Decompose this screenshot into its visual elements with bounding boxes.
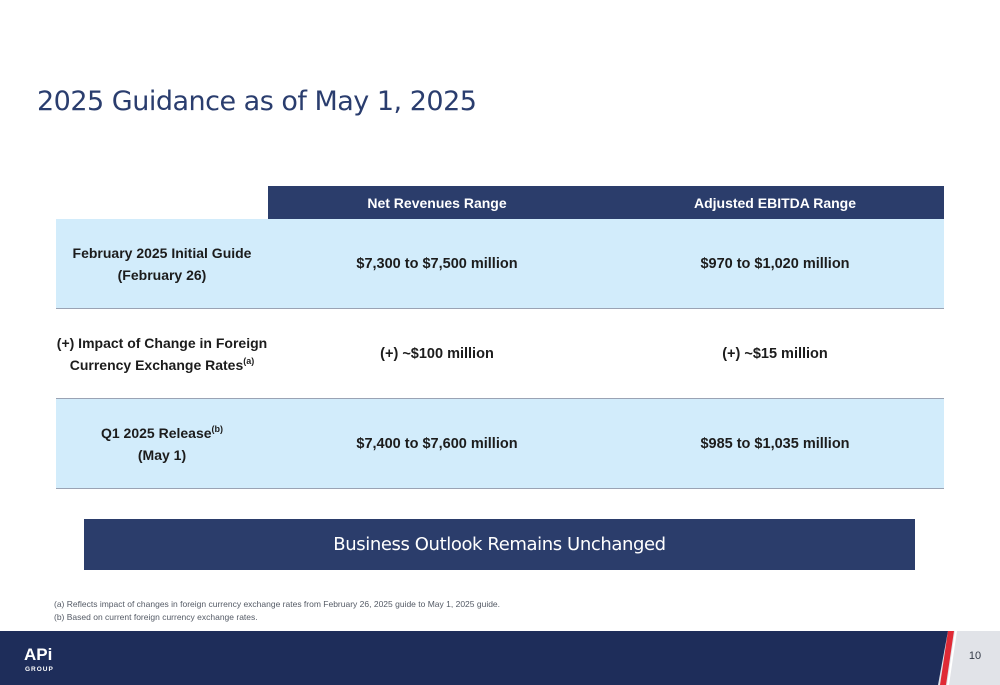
row-label-line2: (February 26) <box>117 266 207 283</box>
logo-subtext: GROUP <box>25 666 54 673</box>
net-revenues-value: $7,300 to $7,500 million <box>356 255 518 272</box>
page-number: 10 <box>968 650 982 662</box>
row-label <box>56 219 268 308</box>
table-row-q1-release <box>56 399 944 489</box>
footnotes <box>54 598 500 624</box>
guidance-table <box>56 186 944 489</box>
footnote-ref-a: (a) <box>243 355 255 366</box>
api-group-logo <box>24 643 58 673</box>
adjusted-ebitda-value: (+) ~$15 million <box>722 345 828 362</box>
row-label-line2: Currency Exchange Rates <box>69 356 244 373</box>
logo-text: APi <box>24 645 53 664</box>
net-revenues-value: (+) ~$100 million <box>380 345 494 362</box>
row-label-line1: Q1 2025 Release <box>100 424 212 441</box>
footer-bar <box>0 631 1000 685</box>
row-label-line2: (May 1) <box>137 446 187 463</box>
row-label <box>56 309 268 398</box>
page-title: 2025 Guidance as of May 1, 2025 <box>37 86 477 117</box>
row-label-line1: (+) Impact of Change in Foreign <box>56 334 268 351</box>
red-slash-icon <box>936 631 960 685</box>
row-label <box>56 399 268 488</box>
row-label-line2-wrap <box>70 354 255 376</box>
header-blank-cell <box>56 186 268 219</box>
adjusted-ebitda-value: $985 to $1,035 million <box>700 435 850 452</box>
header-net-revenues: Net Revenues Range <box>268 186 606 219</box>
footnote-b: (b) Based on current foreign currency exchange rates. <box>54 612 258 622</box>
row-label-line1: February 2025 Initial Guide <box>72 244 252 261</box>
outlook-banner: Business Outlook Remains Unchanged <box>84 519 915 570</box>
header-adjusted-ebitda: Adjusted EBITDA Range <box>606 186 944 219</box>
adjusted-ebitda-value: $970 to $1,020 million <box>700 255 850 272</box>
row-label-line1-wrap <box>101 422 223 444</box>
table-header <box>56 186 944 219</box>
footnote-ref-b: (b) <box>211 423 224 434</box>
table-row-fx-impact <box>56 309 944 399</box>
footnote-a: (a) Reflects impact of changes in foreign currency exchange rates from February 26, 2025 guide to May 1, 2025 guide. <box>54 599 501 609</box>
table-row-initial-guide <box>56 219 944 309</box>
net-revenues-value: $7,400 to $7,600 million <box>356 435 518 452</box>
